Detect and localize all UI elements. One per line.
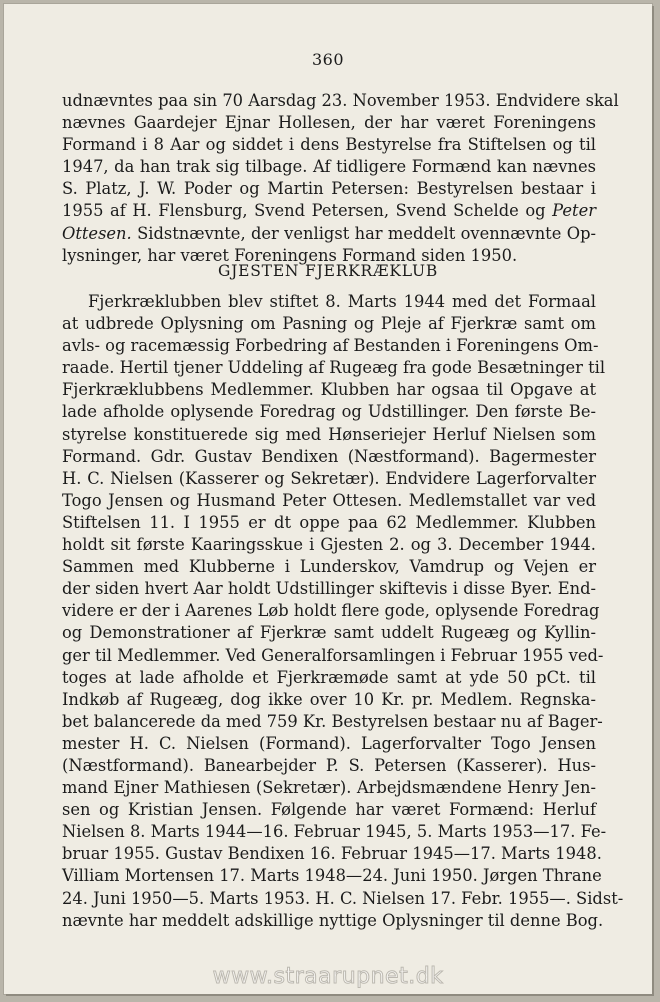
text-line: nævnte har meddelt adskillige nyttige Oplysninger til denne Bog. bbox=[62, 910, 604, 930]
text-line: Stiftelsen 11. I 1955 er dt oppe paa 62 Medlemmer. Klubben bbox=[62, 512, 596, 532]
text-line: raade. Hertil tjener Uddeling af Rugeæg fra gode Besætninger til bbox=[62, 358, 606, 378]
text-line: Indkøb af Rugeæg, dog ikke over 10 Kr. pr. Medlem. Regnska- bbox=[62, 689, 596, 709]
text-line: Sammen med Klubberne i Lunderskov, Vamdrup og Vejen er bbox=[62, 557, 596, 577]
text-line: sen og Kristian Jensen. Følgende har været Formænd: Herluf bbox=[62, 800, 596, 820]
text-line: bruar 1955. Gustav Bendixen 16. Februar 1945—17. Marts 1948. bbox=[62, 844, 602, 864]
text-line: 24. Juni 1950—5. Marts 1953. H. C. Nielsen 17. Febr. 1955—. Sidst- bbox=[62, 888, 624, 908]
text-line: (Næstformand). Banearbejder P. S. Petersen (Kasserer). Hus- bbox=[62, 755, 596, 775]
text-line: bet balancerede da med 759 Kr. Bestyrelsen bestaar nu af Bager- bbox=[62, 711, 603, 731]
section-heading: GJESTEN FJERKRÆKLUB bbox=[217, 262, 439, 280]
text-segment: Sidstnævnte, der venligst har meddelt ovennævnte Op- bbox=[137, 223, 596, 243]
text-line: udnævntes paa sin 70 Aarsdag 23. November 1953. Endvidere skal bbox=[62, 91, 619, 110]
text-line: ger til Medlemmer. Ved Generalforsamlingen i Februar 1955 ved- bbox=[62, 645, 604, 665]
text-line: avls- og racemæssig Forbedring af Bestanden i Foreningens Om- bbox=[62, 336, 599, 356]
text-line: H. C. Nielsen (Kasserer og Sekretær). Endvidere Lagerforvalter bbox=[62, 468, 596, 488]
italic-name: Peter bbox=[552, 201, 596, 221]
book-page bbox=[4, 4, 652, 994]
page-number: 360 bbox=[311, 50, 345, 69]
text-line: nævnes Gaardejer Ejnar Hollesen, der har været Foreningens bbox=[62, 113, 596, 133]
paragraph-foreningen bbox=[62, 90, 619, 267]
text-line: der siden hvert Aar holdt Udstillinger skiftevis i disse Byer. End- bbox=[62, 579, 596, 599]
text-line: mester H. C. Nielsen (Formand). Lagerforvalter Togo Jensen bbox=[62, 733, 596, 753]
watermark-url: www.straarupnet.dk bbox=[212, 964, 444, 989]
text-line: 1947, da han trak sig tilbage. Af tidligere Formænd kan nævnes bbox=[62, 157, 596, 177]
text-line: mand Ejner Mathiesen (Sekretær). Arbejdsmændene Henry Jen- bbox=[62, 778, 596, 798]
text-line: Villiam Mortensen 17. Marts 1948—24. Juni 1950. Jørgen Thrane bbox=[62, 866, 602, 886]
text-segment: 1955 af H. Flensburg, Svend Petersen, Svend Schelde og bbox=[62, 201, 546, 221]
text-line: styrelse konstituerede sig med Hønseriejer Herluf Nielsen som bbox=[62, 424, 596, 444]
text-line: Fjerkræklubbens Medlemmer. Klubben har ogsaa til Opgave at bbox=[62, 380, 596, 400]
paragraph-fjerkraeklub bbox=[62, 291, 624, 932]
text-line: holdt sit første Kaaringsskue i Gjesten 2. og 3. December 1944. bbox=[62, 535, 596, 555]
text-line: lysninger, har været Foreningens Formand siden 1950. bbox=[62, 245, 518, 265]
text-line bbox=[62, 200, 596, 222]
text-line: videre er der i Aarenes Løb holdt flere gode, oplysende Foredrag bbox=[62, 601, 600, 621]
text-line: Formand. Gdr. Gustav Bendixen (Næstformand). Bagermester bbox=[62, 446, 596, 466]
text-line bbox=[62, 223, 596, 245]
text-line: Togo Jensen og Husmand Peter Ottesen. Medlemstallet var ved bbox=[62, 490, 596, 510]
text-line: og Demonstrationer af Fjerkræ samt uddelt Rugeæg og Kyllin- bbox=[62, 623, 596, 643]
text-line: lade afholde oplysende Foredrag og Udstillinger. Den første Be- bbox=[62, 402, 596, 422]
text-line: toges at lade afholde et Fjerkræmøde samt at yde 50 pCt. til bbox=[62, 667, 596, 687]
text-line: Formand i 8 Aar og siddet i dens Bestyrelse fra Stiftelsen og til bbox=[62, 135, 596, 155]
italic-name: Ottesen. bbox=[62, 223, 132, 243]
text-line: Nielsen 8. Marts 1944—16. Februar 1945, 5. Marts 1953—17. Fe- bbox=[62, 822, 607, 842]
text-line: S. Platz, J. W. Poder og Martin Petersen: Bestyrelsen bestaar i bbox=[62, 179, 596, 199]
text-line: Fjerkræklubben blev stiftet 8. Marts 1944 med det Formaal bbox=[88, 292, 596, 311]
text-line: at udbrede Oplysning om Pasning og Pleje af Fjerkræ samt om bbox=[62, 314, 596, 334]
